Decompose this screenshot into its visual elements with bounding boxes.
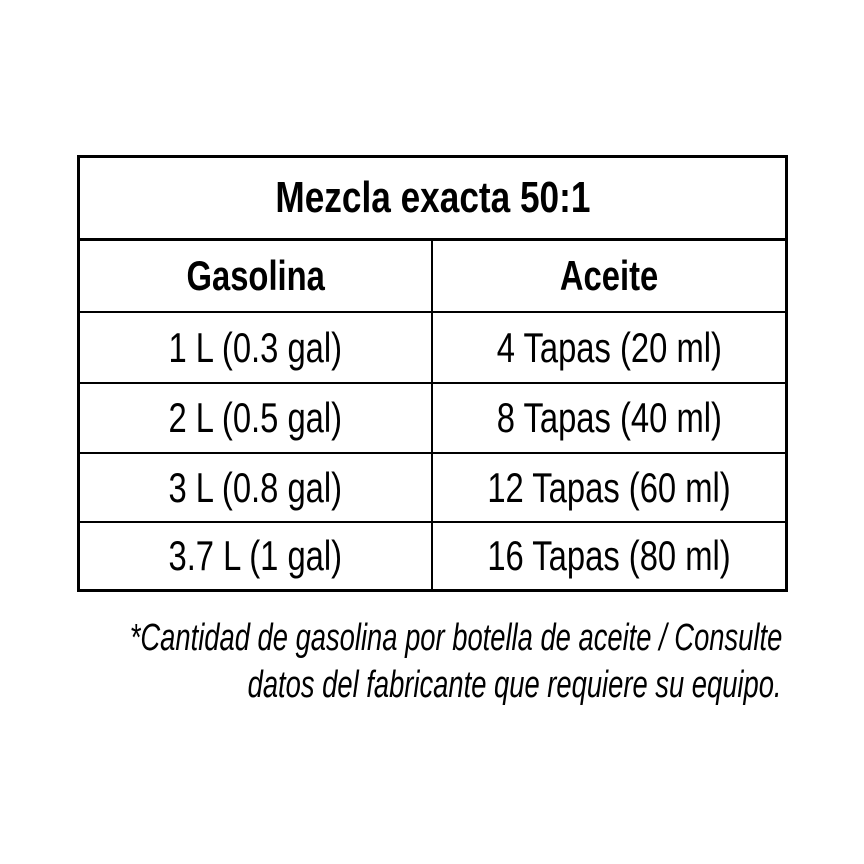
- table-row: [80, 523, 785, 589]
- aceite-value: 12 Tapas (60 ml): [487, 463, 731, 511]
- column-header-gasolina: [80, 241, 433, 311]
- gasolina-cell: [80, 454, 433, 521]
- gasolina-value: 1 L (0.3 gal): [168, 323, 343, 371]
- aceite-cell: [433, 313, 785, 382]
- gasolina-value: 3 L (0.8 gal): [168, 463, 343, 511]
- table-title-row: [80, 158, 785, 241]
- table-title: Mezcla exacta 50:1: [274, 173, 591, 222]
- column-header-aceite-label: Aceite: [559, 252, 659, 299]
- gasolina-value: 3.7 L (1 gal): [168, 532, 343, 579]
- aceite-value: 16 Tapas (80 ml): [487, 532, 731, 579]
- table-row: [80, 454, 785, 523]
- gasolina-cell: [80, 523, 433, 589]
- aceite-value: 8 Tapas (40 ml): [496, 394, 722, 441]
- gasolina-cell: [80, 384, 433, 452]
- table-row: [80, 313, 785, 384]
- aceite-cell: [433, 523, 785, 589]
- aceite-cell: [433, 384, 785, 452]
- footnote-line-1: *Cantidad de gasolina por botella de aceite / Consulte: [129, 617, 782, 659]
- aceite-cell: [433, 454, 785, 521]
- aceite-value: 4 Tapas (20 ml): [496, 323, 722, 371]
- table-row: [80, 384, 785, 454]
- table-header-row: [80, 241, 785, 313]
- mix-ratio-table: [77, 155, 788, 592]
- column-header-gasolina-label: Gasolina: [186, 252, 325, 299]
- gasolina-cell: [80, 313, 433, 382]
- column-header-aceite: [433, 241, 785, 311]
- footnote-line-2: datos del fabricante que requiere su equipo.: [248, 664, 782, 706]
- gasolina-value: 2 L (0.5 gal): [168, 394, 343, 441]
